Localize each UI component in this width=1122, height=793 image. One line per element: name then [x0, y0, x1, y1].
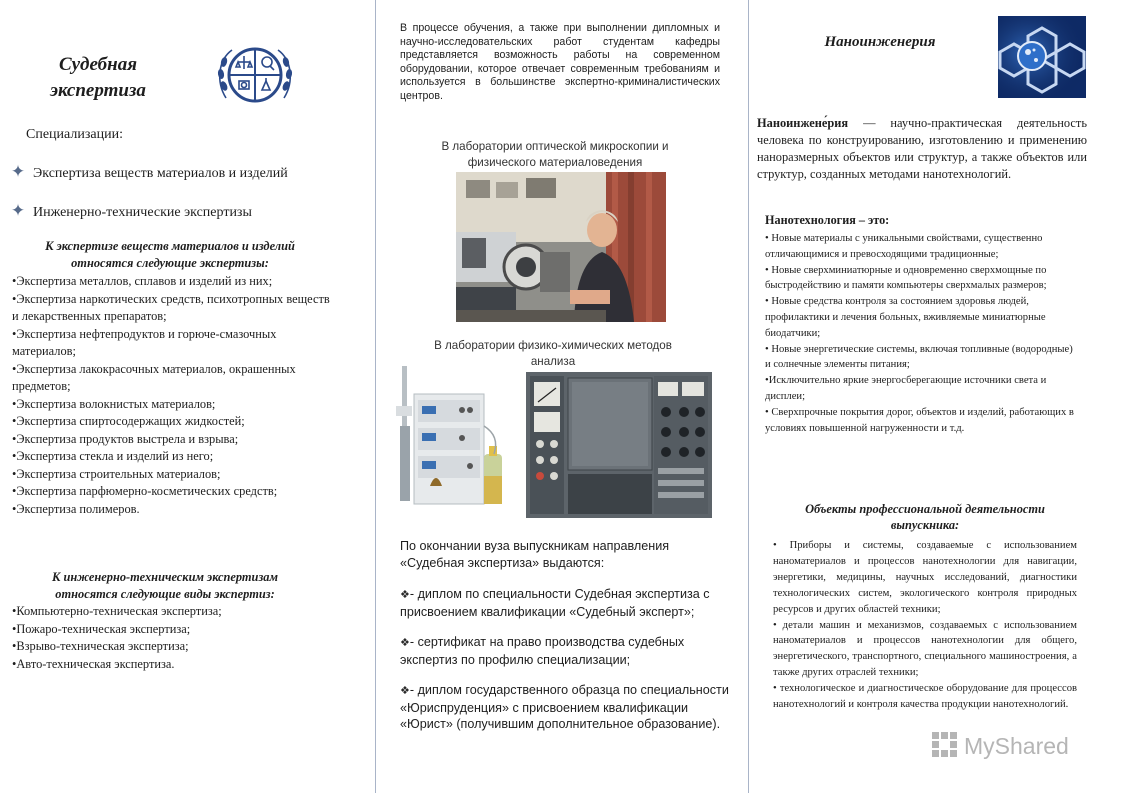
- list-item: •Экспертиза наркотических средств, психотропных веществ и лекарственных препаратов;: [12, 291, 330, 323]
- list-item: •Экспертиза строительных материалов;: [12, 466, 221, 481]
- list-item: •Экспертиза продуктов выстрела и взрыва;: [12, 431, 239, 446]
- title-line-1: Судебная: [59, 54, 137, 75]
- specialization-label: Инженерно-технические экспертизы: [33, 205, 252, 220]
- page-title-nanoengineering: Наноинженерия: [824, 34, 936, 50]
- caption-line-1: В лаборатории оптической микроскопии и: [441, 140, 669, 153]
- nanotech-heading: Нанотехнология – это:: [765, 213, 890, 227]
- engineering-heading: [12, 569, 318, 603]
- engineering-heading-line-1: К инженерно-техническим экспертизам: [52, 570, 278, 584]
- fold-divider-right: [748, 0, 749, 793]
- list-item: • Новые энергетические системы, включая топливные (водородные) и солнечные элементы питания;: [765, 343, 1073, 371]
- list-item: •Пожаро-техническая экспертиза;: [12, 621, 191, 636]
- list-item: •Компьютерно-техническая экспертиза;: [12, 604, 222, 618]
- caption-microscopy-lab: [410, 139, 700, 171]
- nanoengineering-definition: [757, 115, 1087, 183]
- diploma-item-law: [400, 682, 730, 733]
- list-item: •Экспертиза лакокрасочных материалов, окрашенных предметов;: [12, 361, 296, 393]
- definition-term: Наноинжене́рия: [757, 116, 849, 130]
- list-item: •Экспертиза парфюмерно-косметических средств;: [12, 484, 278, 498]
- materials-heading: [10, 238, 330, 272]
- materials-list: [12, 273, 334, 518]
- diploma-item-certificate: [400, 634, 730, 668]
- specializations-heading: Специализации:: [26, 127, 123, 142]
- definition-text: — научно-практическая деятельность человека по конструированию, изготовлению и применению наноразмерных объектов или структур, а также объектов или структур, созданных методами нанотехнологий.: [757, 116, 1087, 181]
- diploma-text: - диплом государственного образца по специальности «Юриспруденция» с присвоением квалификации «Юрист» (получившим дополнительное образование).: [400, 683, 729, 732]
- list-item: •Авто-техническая экспертиза.: [12, 656, 175, 671]
- four-point-star-icon: ✦: [10, 201, 26, 220]
- page-title-forensic: [36, 52, 160, 104]
- list-item: •Экспертиза стекла и изделий из него;: [12, 449, 214, 463]
- list-item: • Приборы и системы, создаваемые с использованием наноматериалов и процессов нанотехнологии для навигации, энергетики, медицины, научных исследований, диагностики технологических систем, экологического контроля природных ресурсов и других областей техники;: [773, 540, 1077, 615]
- list-item: •Экспертиза волокнистых материалов;: [12, 396, 216, 411]
- watermark-grid-icon: [930, 730, 960, 760]
- list-item: • Сверхпрочные покрытия дорог, объектов и изделий, работающих в условиях повышенной нагруженности и т.д.: [765, 406, 1074, 434]
- title-line-2: экспертиза: [50, 80, 146, 101]
- four-point-star-icon: ✦: [10, 162, 26, 181]
- engineering-list: [12, 603, 334, 673]
- equipment-intro: В процессе обучения, а также при выполнении дипломных и научно-исследовательских работ студентам кафедры представляется возможность работы на современном оборудовании, которое отвечает современным требованиям и используется в большинстве экспертно-криминалистических центров.: [400, 22, 720, 102]
- console-equipment-photo: [526, 372, 712, 518]
- diploma-text: - диплом по специальности Судебная экспертиза с присвоением квалификации «Судебный эксперт»;: [400, 587, 710, 619]
- diamond-bullet-icon: ❖: [400, 637, 410, 649]
- list-item: •Взрыво-техническая экспертиза;: [12, 639, 189, 653]
- diploma-item-forensic: [400, 586, 730, 620]
- list-item: • Новые сверхминиатюрные и одновременно сверхмощные по быстродействию и памяти компьютеры сверхмалых размеров;: [765, 264, 1047, 292]
- specialization-label: Экспертиза веществ материалов и изделий: [33, 166, 288, 181]
- objects-heading-line-1: Объекты профессиональной деятельности: [805, 502, 1045, 516]
- watermark-text: MyShared: [964, 733, 1069, 759]
- nanotech-list: [765, 231, 1075, 436]
- list-item: • технологическое и диагностическое оборудование для процессов нанотехнологий и контроля качества продукции нанотехнологий.: [773, 683, 1077, 711]
- list-item: •Экспертиза нефтепродуктов и горюче-смазочных материалов;: [12, 326, 277, 358]
- list-item: •Исключительно яркие энергосберегающие источники света и дисплеи;: [765, 375, 1047, 402]
- materials-heading-line-1: К экспертизе веществ материалов и изделий: [45, 239, 295, 253]
- objects-heading-line-2: выпускника:: [890, 518, 960, 532]
- fold-divider-left: [375, 0, 376, 793]
- forensic-emblem-icon: [214, 42, 296, 110]
- specialization-item-engineering: [10, 201, 252, 221]
- caption-line-2: анализа: [530, 355, 576, 368]
- caption-line-2: физического материаловедения: [467, 156, 643, 169]
- list-item: • детали машин и механизмов, создаваемых с использованием наноматериалов и процессов нанотехнологии для общего, энергетического, транспортного, специального машиностроения, а также других отраслей техники;: [773, 619, 1077, 679]
- specialization-item-materials: [10, 162, 288, 182]
- objects-list: [773, 538, 1077, 713]
- list-item: •Экспертиза полимеров.: [12, 501, 140, 516]
- graduation-paragraph: По окончании вуза выпускникам направления «Судебная экспертиза» выдаются:: [400, 539, 670, 570]
- diploma-text: - сертификат на право производства судебных экспертиз по профилю специализации;: [400, 635, 685, 667]
- analyzer-equipment-photo: [390, 366, 512, 518]
- list-item: •Экспертиза металлов, сплавов и изделий из них;: [12, 274, 273, 288]
- caption-line-1: В лаборатории физико-химических методов: [434, 339, 672, 352]
- engineering-heading-line-2: относятся следующие виды экспертиз:: [55, 587, 275, 601]
- diamond-bullet-icon: ❖: [400, 589, 410, 601]
- nano-hexagon-icon: [998, 16, 1086, 98]
- objects-heading: [770, 501, 1080, 533]
- list-item: • Новые материалы с уникальными свойствами, существенно отличающимися и превосходящими традиционные;: [765, 233, 1043, 260]
- diamond-bullet-icon: ❖: [400, 685, 410, 697]
- microscopy-lab-photo: [456, 172, 666, 322]
- list-item: • Новые средства контроля за состоянием здоровья людей, профилактики и лечения больных, вживляемые миниатюрные биодатчики;: [765, 296, 1046, 339]
- list-item: •Экспертиза спиртосодержащих жидкостей;: [12, 414, 245, 428]
- materials-heading-line-2: относятся следующие экспертизы:: [71, 256, 269, 270]
